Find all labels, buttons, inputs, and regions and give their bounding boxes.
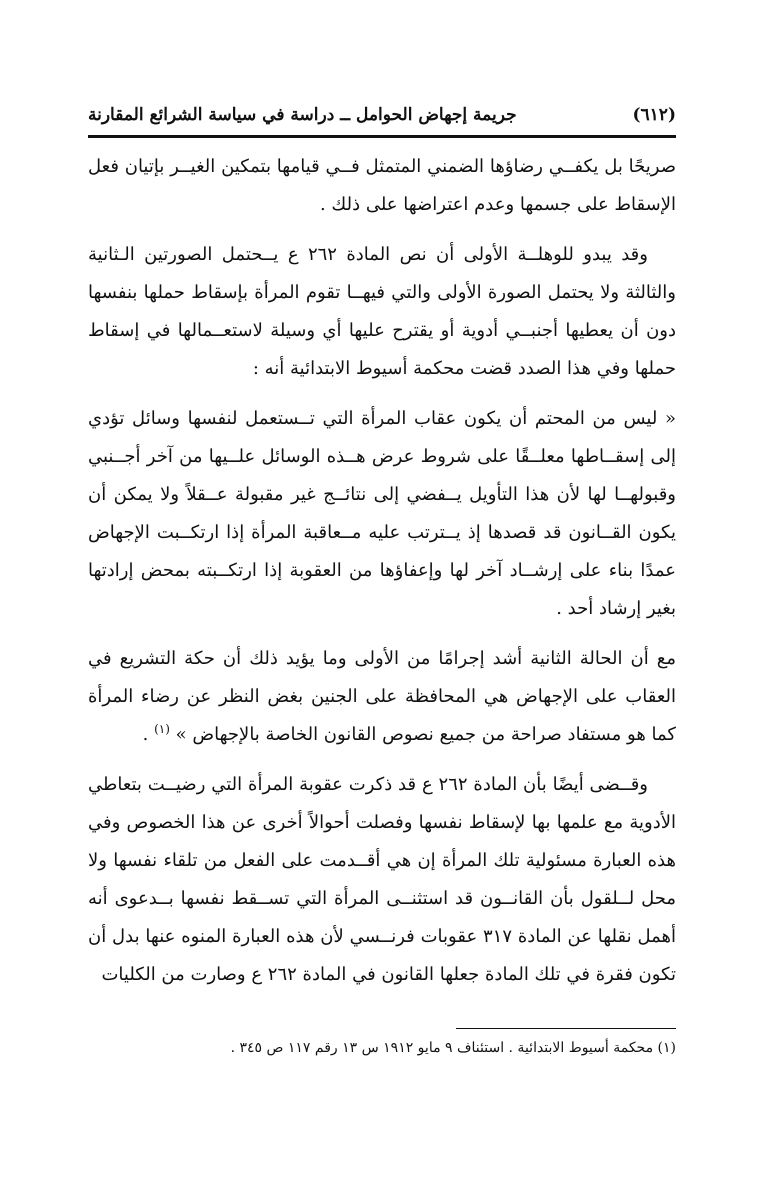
body-text — [88, 148, 676, 994]
paragraph-2: وقد يبدو للوهلــة الأولى أن نص المادة ٢٦٢ ع يــحتمل الصورتين الـثانية والثالثة ولا يحتمل الصورة الأولى والتي فيهــا تقوم المرأة بإسقاط حملها بنفسها دون أن يعطيها أجنبــي أدوية أو يقترح عليها أي وسيلة لاستعــمالها في إسقاط حملها وفي هذا الصدد قضت محكمة أسيوط الابتدائية أنه : — [88, 244, 676, 379]
paragraph-4 — [88, 640, 676, 754]
paragraph-1: صريحًا بل يكفــي رضاؤها الضمني المتمثل فــي قيامها بتمكين الغيــر بإتيان فعل الإسقاط على جسمها وعدم اعتراضها على ذلك . — [88, 156, 676, 215]
running-header — [88, 100, 676, 130]
paragraph-4-text: مع أن الحالة الثانية أشد إجرامًا من الأولى وما يؤيد ذلك أن حكة التشريع في العقاب على الإجهاض هي المحافظة على الجنين بغض النظر عن رضاء المرأة كما هو مستفاد صراحة من جميع نصوص القانون الخاصة بالإجهاض » — [88, 648, 676, 745]
running-title: جريمة إجهاض الحوامل ــ دراسة في سياسة الشرائع المقارنة — [88, 105, 517, 125]
header-rule — [88, 135, 676, 138]
quote-paragraph: « ليس من المحتم أن يكون عقاب المرأة التي تــستعمل لنفسها وسائل تؤدي إلى إسقــاطها معلــقًا على شروط عرض هــذه الوسائل علــيها من آخر أجــنبي وقبولهــا لها لأن هذا التأويل يــفضي إلى نتائــج غير مقبولة عــقلاً ولا يمكن أن يكون القــانون قد قصدها إذ يــترتب عليه مــعاقبة المرأة إذا ارتكــبت الإجهاض عمدًا بناء على إرشــاد آخر لها وإعفاؤها من العقوبة إذا ارتكــبته بمحض إرادتها بغير إرشاد أحد . — [88, 408, 676, 619]
page-number: (٦١٢) — [632, 105, 676, 125]
footnote: (١) محكمة أسيوط الابتدائية . استئناف ٩ مايو ١٩١٢ س ١٣ رقم ١١٧ ص ٣٤٥ . — [230, 1040, 676, 1056]
paragraph-4-tail: . — [142, 724, 155, 745]
footnote-rule — [456, 1028, 676, 1029]
footnote-marker: (١) — [154, 722, 170, 736]
paragraph-5: وقــضى أيضًا بأن المادة ٢٦٢ ع قد ذكرت عقوبة المرأة التي رضيــت بتعاطي الأدوية مع علمها بها لإسقاط نفسها وفصلت أحوالاً أخرى عن هذا الخصوص وفي هذه العبارة مسئولية تلك المرأة إن هي أقــدمت على الفعل من تلقاء نفسها ولا محل لــلقول بأن القانــون قد استثنــى المرأة التي تســقط نفسها بــدعوى أنه أهمل نقلها عن المادة ٣١٧ عقوبات فرنــسي لأن هذه العبارة المنوه عنها بدل أن تكون فقرة في تلك المادة جعلها القانون في المادة ٢٦٢ ع وصارت من الكليات — [88, 774, 676, 985]
